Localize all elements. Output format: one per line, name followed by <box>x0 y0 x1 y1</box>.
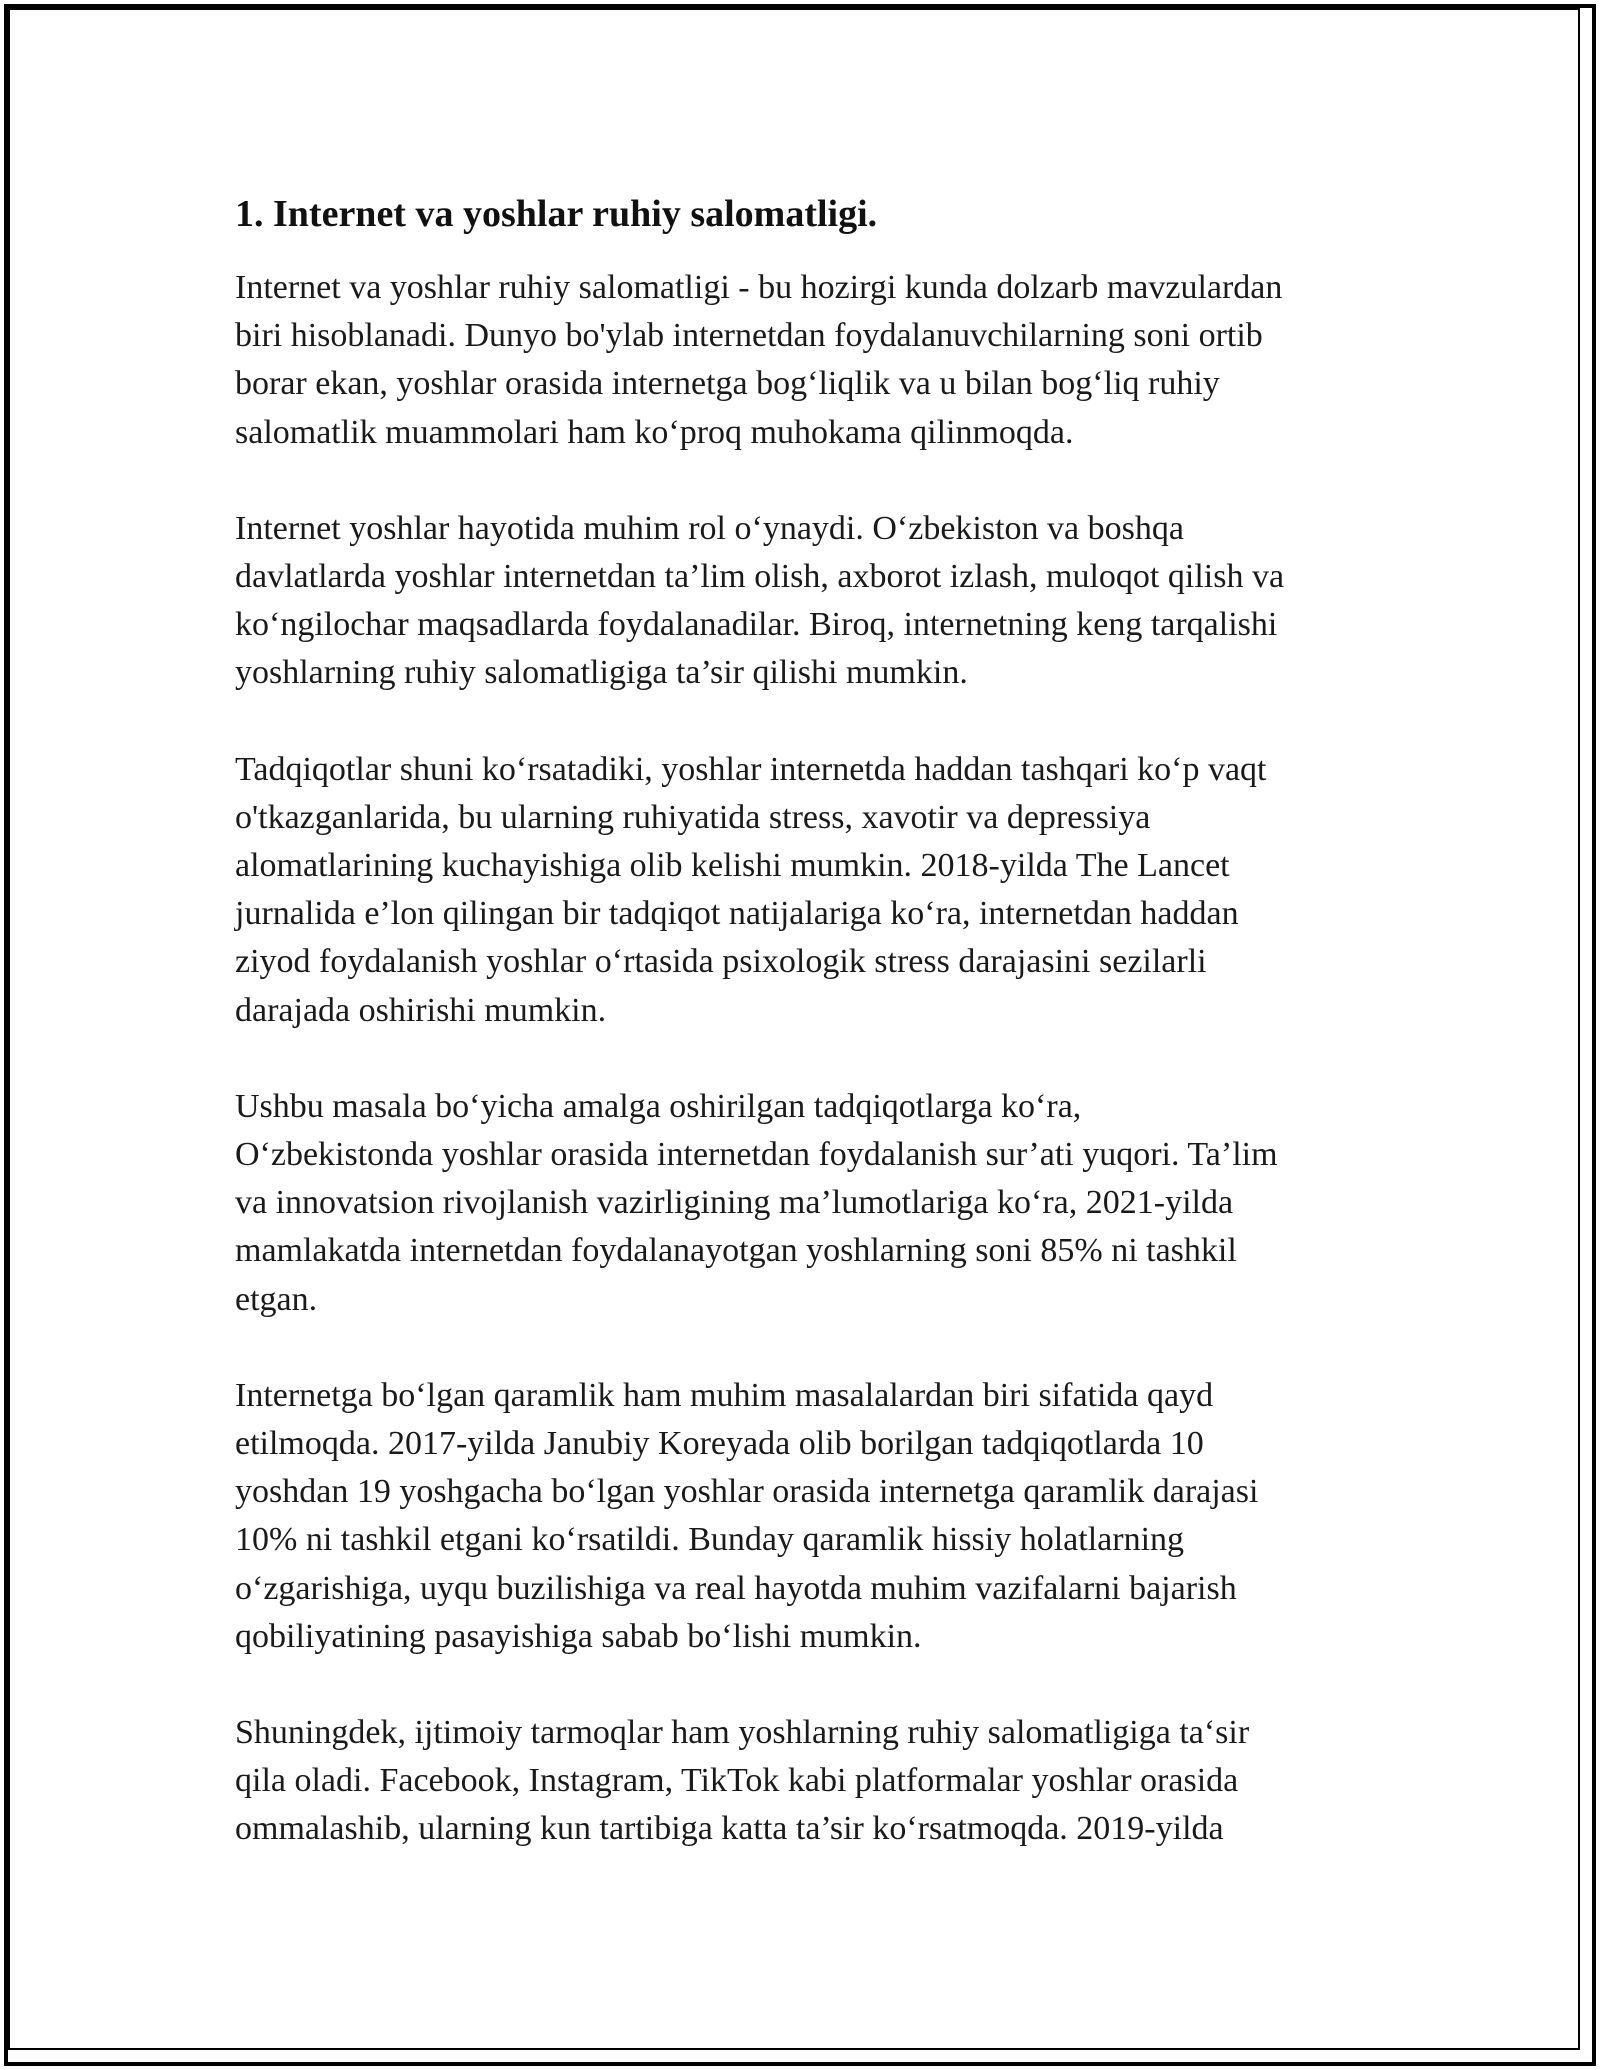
paragraph-social-networks: Shuningdek, ijtimoiy tarmoqlar ham yoshlarning ruhiy salomatligiga ta‘sir qila oladi. Facebook, Instagram, TikTok kabi platformalar yoshlar orasida ommalashib, ularning kun tartibiga katta ta’sir ko‘rsatmoqda. 2019-yilda <box>235 1714 1250 1848</box>
paragraph-internet-addiction: Internetga bo‘lgan qaramlik ham muhim masalalardan biri sifatida qayd etilmoqda. 2017-yilda Janubiy Koreyada olib borilgan tadqiqotlarda 10 yoshdan 19 yoshgacha bo‘lgan yoshlar orasida internetga qaramlik darajasi 10% ni tashkil etgani ko‘rsatildi. Bunday qaramlik hissiy holatlarning o‘zgarishiga, uyqu buzilishiga va real hayotda muhim vazifalarni bajarish qobiliyatining pasayishiga sabab bo‘lishi mumkin. <box>235 1376 1259 1655</box>
document-heading: 1. Internet va yoshlar ruhiy salomatligi. <box>235 193 878 235</box>
paragraph-internet-role: Internet yoshlar hayotida muhim rol o‘ynaydi. O‘zbekiston va boshqa davlatlarda yoshlar internetdan ta’lim olish, axborot izlash, muloqot qilish va ko‘ngilochar maqsadlarda foydalanadilar. Biroq, internetning keng tarqalishi yoshlarning ruhiy salomatligiga ta’sir qilishi mumkin. <box>235 509 1285 692</box>
document-body <box>235 190 1385 1902</box>
paragraph-research-stress: Tadqiqotlar shuni ko‘rsatadiki, yoshlar internetda haddan tashqari ko‘p vaqt o'tkazganlarida, bu ularning ruhiyatida stress, xavotir va depressiya alomatlarining kuchayishiga olib kelishi mumkin. 2018-yilda The Lancet jurnalida e’lon qilingan bir tadqiqot natijalariga ko‘ra, internetdan haddan ziyod foydalanish yoshlar o‘rtasida psixologik stress darajasini sezilarli darajada oshirishi mumkin. <box>235 750 1267 1029</box>
paragraph-uzbekistan-stats: Ushbu masala bo‘yicha amalga oshirilgan tadqiqotlarga ko‘ra, O‘zbekistonda yoshlar orasida internetdan foydalanish sur’ati yuqori. Ta’lim va innovatsion rivojlanish vazirligining ma’lumotlariga ko‘ra, 2021-yilda mamlakatda internetdan foydalanayotgan yoshlarning soni 85% ni tashkil etgan. <box>235 1087 1278 1318</box>
paragraph-intro: Internet va yoshlar ruhiy salomatligi - bu hozirgi kunda dolzarb mavzulardan biri hisoblanadi. Dunyo bo'ylab internetdan foydalanuvchilarning soni ortib borar ekan, yoshlar orasida internetga bog‘liqlik va u bilan bog‘liq ruhiy salomatlik muammolari ham ko‘proq muhokama qilinmoqda. <box>235 269 1283 451</box>
